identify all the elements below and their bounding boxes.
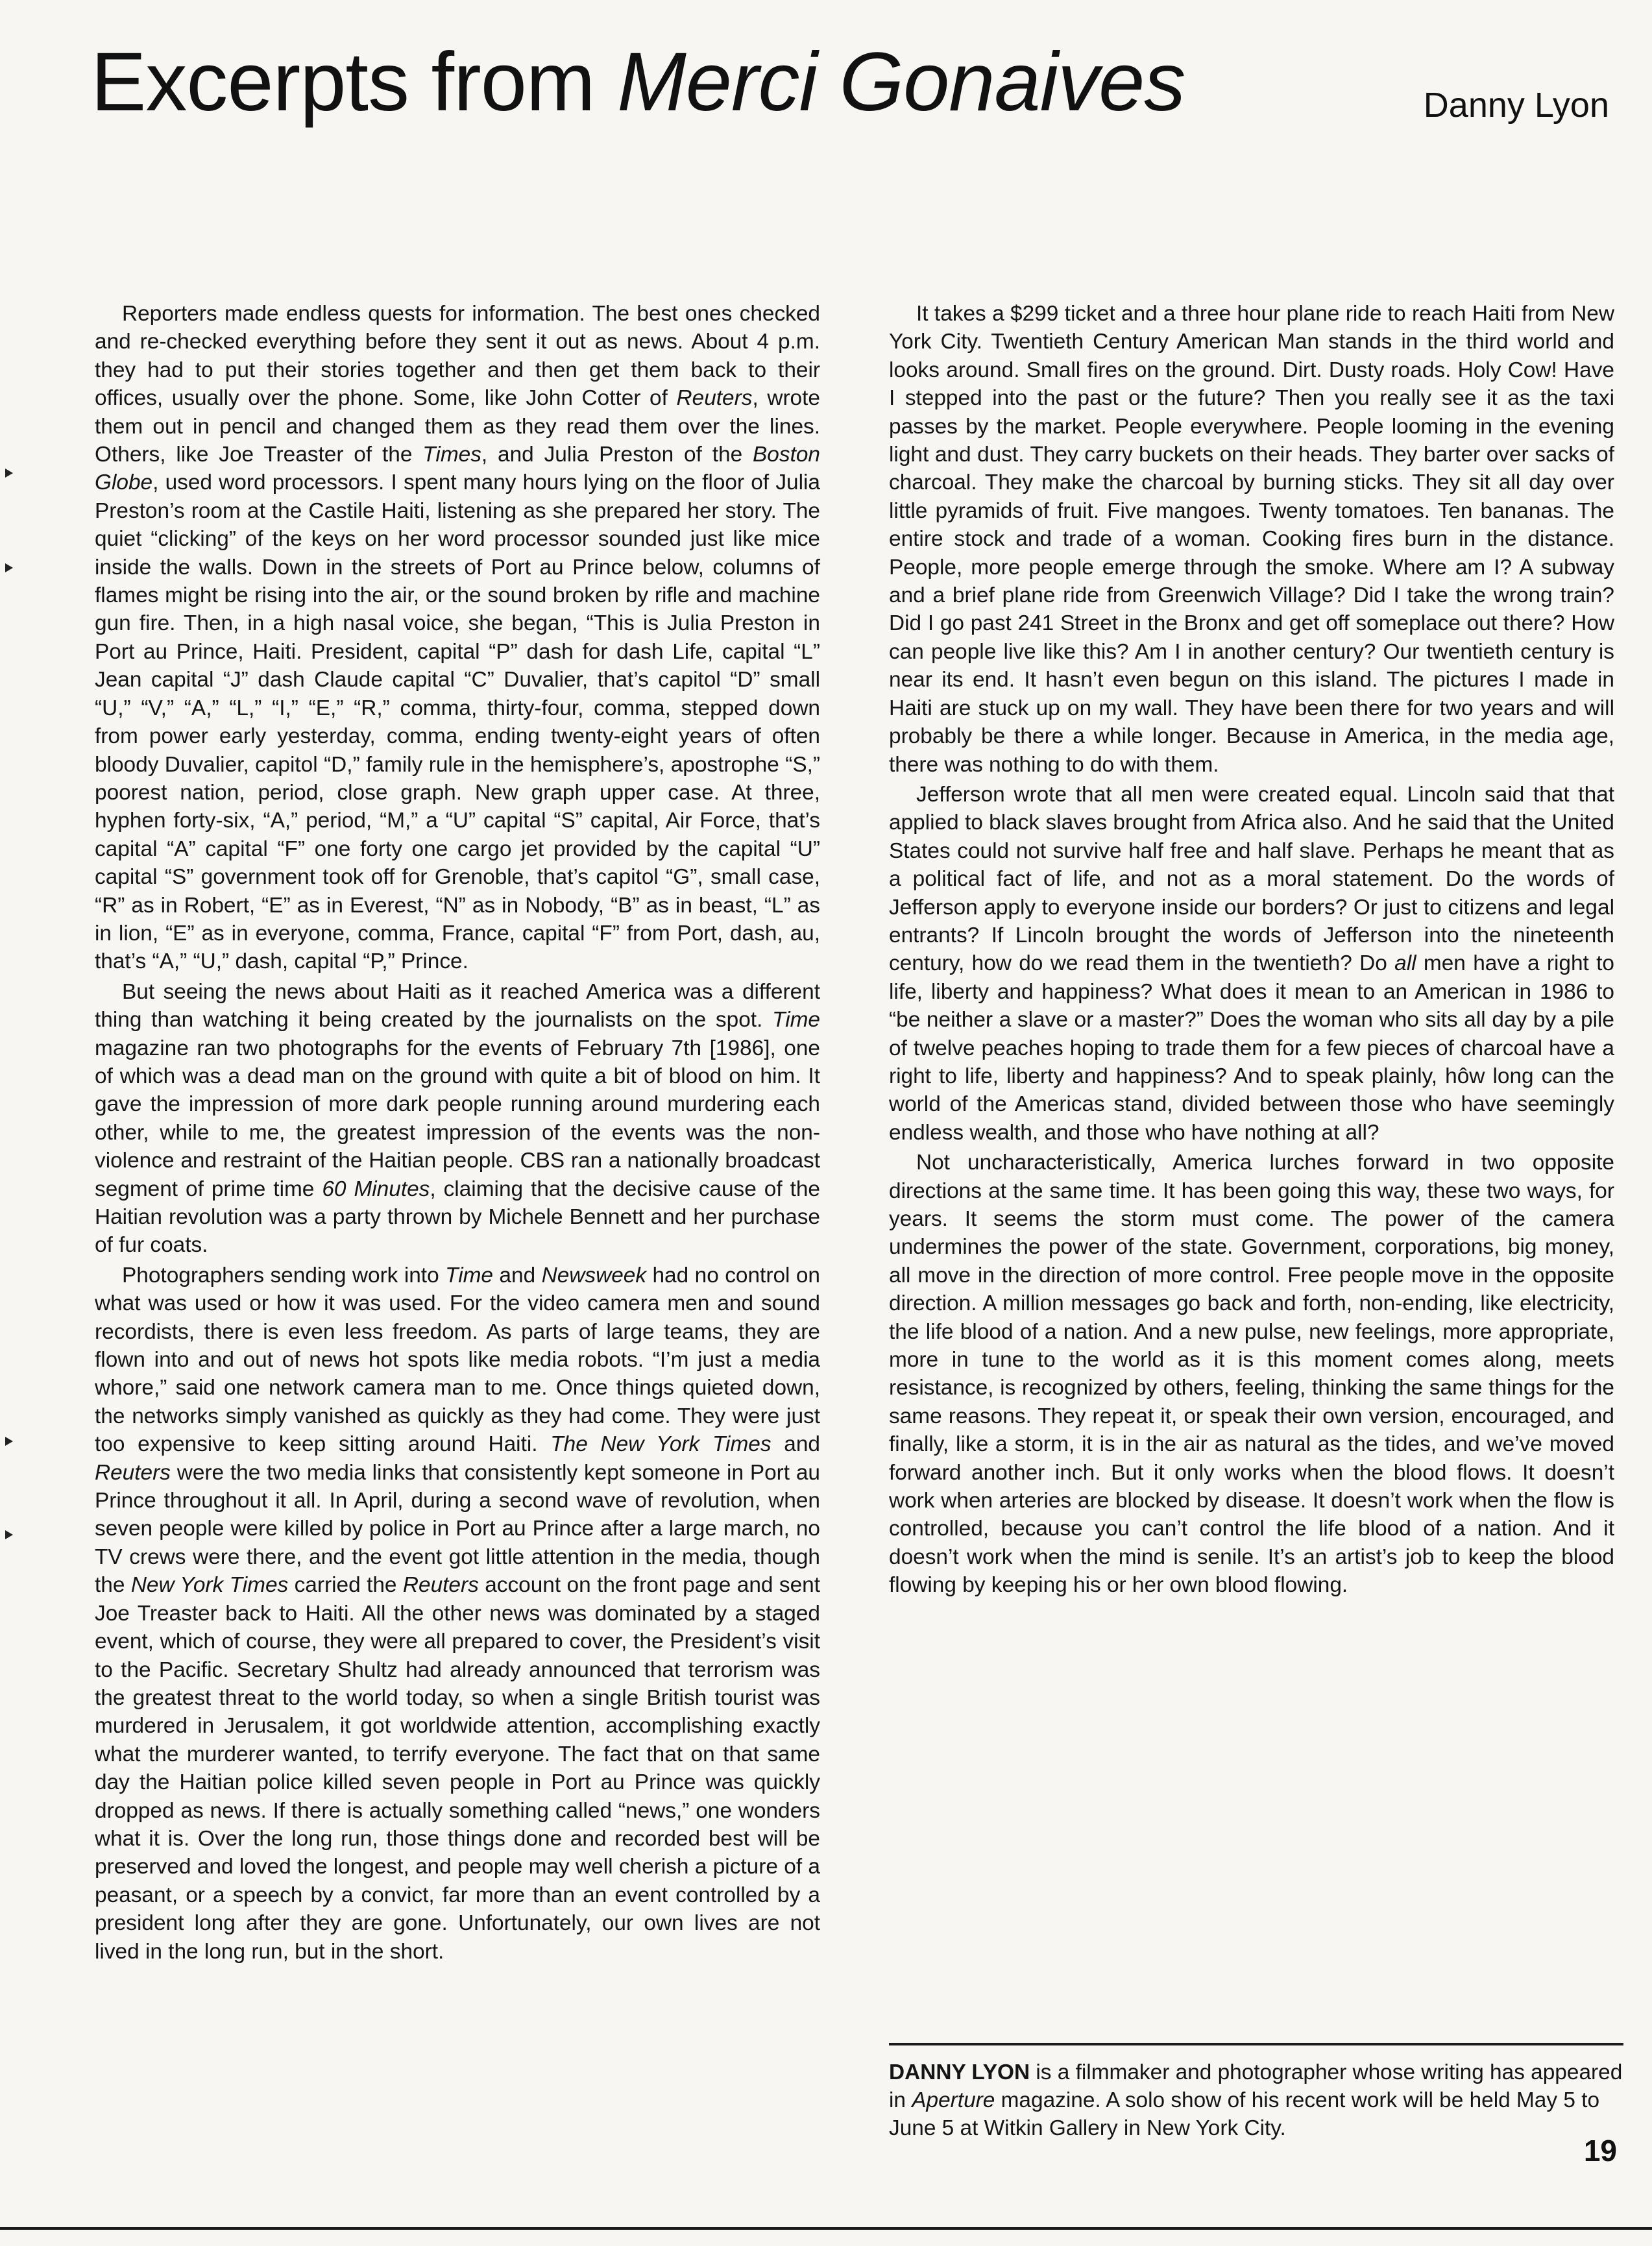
text-run: carried the [288, 1573, 403, 1598]
bio-name: DANNY LYON [889, 2060, 1030, 2084]
author-bio [889, 2043, 1623, 2142]
text-run: Jefferson wrote that all men were created equal. Lincoln said that that applied to black slaves brought from Africa also. And he said that the United States could not survive half free and half slave. Perhaps he meant that as a political fact of life, and not as a moral statement. Do the words of Jefferson apply to everyone inside our borders? Or just to citizens and legal entrants? If Lincoln brought the words of Jefferson into the nineteenth century, how do we read them in the twentieth? Do [889, 782, 1614, 976]
text-run: account on the front page and sent Joe Treaster back to Haiti. All the other news was dominated by a staged event, which of course, they were all prepared to cover, the President’s visit to the Pacific. Secretary Shultz had already announced that terrorism was the greatest threat to the world today, so when a single British tourist was murdered in Jerusalem, it got worldwide attention, accomplishing exactly what the murderer wanted, to terrify everyone. The fact that on that same day the Haitian police killed seven people in Port au Prince was quickly dropped as news. If there is actually something called “news,” one wonders what it is. Over the long run, those things done and recorded best will be preserved and loved the longest, and people may well cherish a picture of a peasant, or a speech by a convict, far more than an event controlled by a president long after they are gone. Unfortunately, our own lives are not lived in the long run, but in the short. [95, 1573, 820, 1964]
text-run: Photographers sending work into [122, 1263, 446, 1288]
body-paragraph [889, 300, 1614, 779]
text-run: and [771, 1432, 820, 1457]
text-run: But seeing the news about Haiti as it reached America was a different thing than watching it being created by the journalists on the spot. [95, 979, 820, 1032]
body-paragraph [889, 1149, 1614, 1600]
text-run: is a filmmaker and photographer whose writing has appeared in [889, 2060, 1623, 2112]
text-run: , claiming that the decisive cause of the Haitian revolution was a party thrown by Michele Bennett and her purchase of fur coats. [95, 1177, 820, 1258]
italic-text: New York Times [130, 1573, 289, 1598]
margin-mark [5, 563, 13, 572]
margin-mark [5, 1530, 13, 1539]
page-bottom-rule [0, 2227, 1652, 2230]
text-run: men have a right to life, liberty and happiness? What does it mean to an American in 1986 to “be neither a slave or a master?” Does the woman who sits all day by a pile of twelve peaches hoping to trade them for a few pieces of charcoal have a right to life, liberty and happiness? And to speak plainly, hôw long can the world of the Americas stand, divided between those who have seemingly endless wealth, and those who have nothing at all? [889, 951, 1614, 1145]
body-paragraph [95, 1262, 820, 1966]
title-prefix: Excerpts from [91, 36, 618, 128]
italic-text: The New York Times [550, 1432, 771, 1457]
italic-text: Boston Globe [95, 443, 820, 495]
italic-text: Newsweek [541, 1263, 647, 1288]
text-run: magazine ran two photographs for the events of February 7th [1986], one of which was a dead man on the ground with quite a bit of blood on him. It gave the impression of more dark people running around murdering each other, while to me, the greatest impression of the events was the non-violence and restraint of the Haitian people. CBS ran a nationally broadcast segment of prime time [95, 1036, 820, 1201]
page-number: 19 [1583, 2134, 1617, 2167]
author-byline: Danny Lyon [1423, 86, 1609, 125]
article-title [91, 34, 1185, 131]
margin-mark [5, 469, 13, 478]
left-column [95, 300, 820, 1966]
italic-text: Reuters [402, 1573, 479, 1598]
right-column [889, 300, 1614, 1600]
italic-text: Times [422, 443, 481, 467]
italic-text: all [1394, 951, 1416, 976]
text-run: , and Julia Preston of the [481, 443, 753, 467]
text-run: , used word processors. I spent many hours lying on the floor of Julia Preston’s room at the Castile Haiti, listening as she prepared her story. The quiet “clicking” of the keys on her word processor sounded just like mice inside the walls. Down in the streets of Port au Prince below, columns of flames might be rising into the air, or the sound broken by rifle and machine gun fire. Then, in a high nasal voice, she began, “This is Julia Preston in Port au Prince, Haiti. President, capital “P” dash for dash Life, capital “L” Jean capital “J” dash Claude capital “C” Duvalier, that’s capitol “D” small “U,” “V,” “A,” “L,” “I,” “E,” “R,” comma, thirty-four, comma, stepped down from power early yesterday, comma, ending twenty-eight years of often bloody Duvalier, capitol “D,” family rule in the hemisphere’s, apostrophe “S,” poorest nation, period, close graph. New graph upper case. At three, hyphen forty-six, “A,” period, “M,” a “U” capital “S” capital, Air Force, that’s capital “A” capital “F” one forty one cargo jet provided by the capital “U” capital “S” government took off for Grenoble, that’s capitol “G”, small case, “R” as in Robert, “E” as in Everest, “N” as in Nobody, “B” as in beast, “L” as in lion, “E” as in everyone, comma, France, capital “F” from Port, dash, au, that’s “A,” “U,” dash, capital “P,” Prince. [95, 470, 820, 974]
text-run: It takes a $299 ticket and a three hour plane ride to reach Haiti from New York City. Twentieth Century American Man stands in the third world and looks around. Small fires on the ground. Dirt. Dusty roads. Holy Cow! Have I stepped into the past or the future? Then you really see it as the taxi passes by the market. People everywhere. People looming in the evening light and dust. They carry buckets on their heads. They barter over sacks of charcoal. They make the charcoal by burning sticks. They sit all day over little pyramids of fruit. Five mangoes. Twenty tomatoes. Ten bananas. The entire stock and trade of a woman. Cooking fires burn in the distance. People, more people emerge through the smoke. Where am I? A subway and a brief plane ride from Greenwich Village? Did I take the wrong train? Did I go past 241 Street in the Bronx and get off someplace out there? How can people live like this? Am I in another century? Our twentieth century is near its end. It hasn’t even begun on this island. The pictures I made in Haiti are stuck up on my wall. They have been there for two years and will probably be there a while longer. Because in America, in the media age, there was nothing to do with them. [889, 302, 1614, 777]
text-run: and [493, 1263, 542, 1288]
body-paragraph [95, 300, 820, 976]
bio-paragraph [889, 2058, 1623, 2142]
italic-text: 60 Minutes [322, 1177, 430, 1201]
italic-text: Time [445, 1263, 493, 1288]
text-run: , wrote them out in pencil and changed them as they read them over the lines. Others, like Joe Treaster of the [95, 386, 820, 467]
italic-text: Reuters [95, 1460, 171, 1485]
margin-mark [5, 1437, 13, 1446]
italic-text: Aperture [912, 2088, 995, 2112]
text-run: Not uncharacteristically, America lurches forward in two opposite directions at the same time. It has been going this way, these two ways, for years. It seems the storm must come. The power of the camera undermines the power of the state. Government, corporations, big money, all move in the direction of more control. Free people move in the opposite direction. A million messages go back and forth, non-ending, like electricity, the life blood of a nation. And a new pulse, new feelings, more appropriate, more in tune to the world as it is this moment comes along, meets resistance, is recognized by others, feeling, thinking the same things for the same reasons. They repeat it, or speak their own version, encouraged, and finally, like a storm, it is in the air as natural as the tides, and we’ve moved forward another inch. But it only works when the blood flows. It doesn’t work when arteries are blocked by disease. It doesn’t work when the flow is controlled, because you can’t control the life blood of a nation. And it doesn’t work when the mind is senile. It’s an artist’s job to keep the blood flowing by keeping his or her own blood flowing. [889, 1151, 1614, 1598]
italic-text: Time [772, 1008, 820, 1032]
text-run: Reporters made endless quests for information. The best ones checked and re-checked everything before they sent it out as news. About 4 p.m. they had to put their stories together and then get them back to their offices, usually over the phone. Some, like John Cotter of [95, 302, 820, 411]
body-paragraph [889, 781, 1614, 1147]
text-run: were the two media links that consistently kept someone in Port au Prince throughout it all. In April, during a second wave of revolution, when seven people were killed by police in Port au Prince after a large march, no TV crews were there, and the event got little attention in the media, though the [95, 1460, 820, 1598]
title-italic: Merci Gonaives [617, 36, 1185, 128]
text-run: magazine. A solo show of his recent work will be held May 5 to June 5 at Witkin Gallery in New York City. [889, 2088, 1600, 2140]
italic-text: Reuters [676, 386, 753, 411]
text-run: had no control on what was used or how it was used. For the video camera men and sound recordists, there is even less freedom. As parts of large teams, they are flown into and out of news hot spots like media robots. “I’m just a media whore,” said one network camera man to me. Once things quieted down, the networks simply vanished as quickly as they had come. They were just too expensive to keep sitting around Haiti. [95, 1263, 821, 1457]
body-paragraph [95, 978, 820, 1260]
